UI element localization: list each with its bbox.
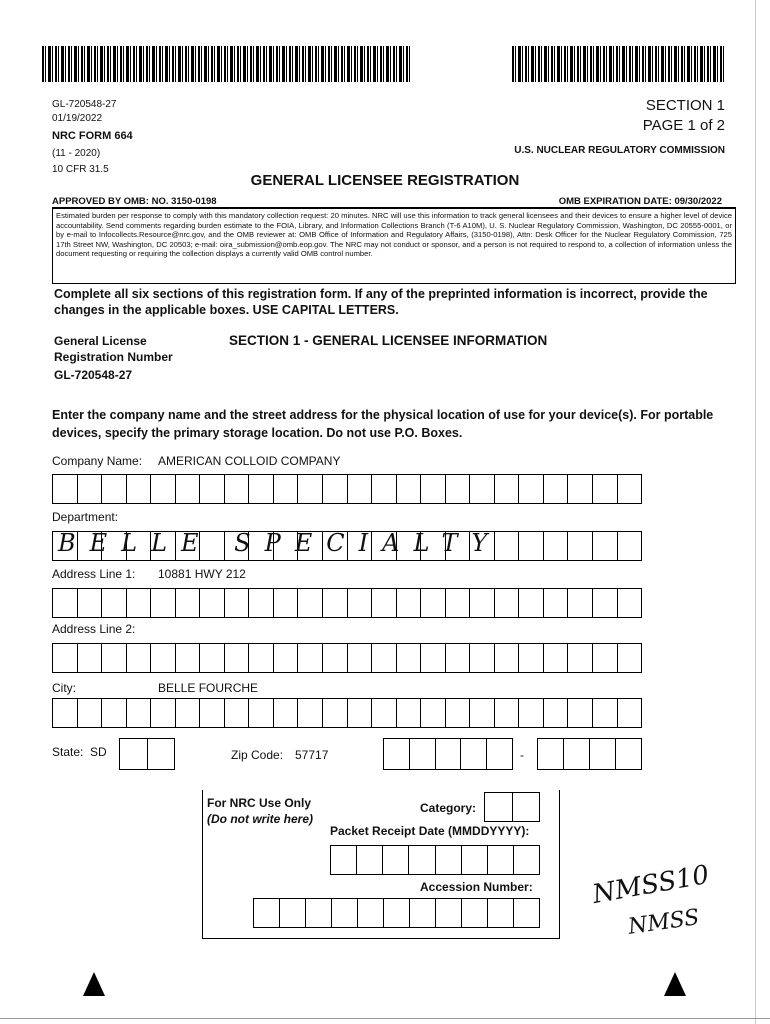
packet-label: Packet Receipt Date (MMDDYYYY): <box>330 824 530 838</box>
city-label: City: <box>52 681 76 695</box>
zip-dash: - <box>520 748 524 762</box>
nrc-use-title: For NRC Use Only <box>207 796 312 810</box>
omb-approval: APPROVED BY OMB: NO. 3150-0198 <box>52 196 217 207</box>
agency-name: U.S. NUCLEAR REGULATORY COMMISSION <box>514 145 725 156</box>
address2-boxes[interactable] <box>52 643 642 673</box>
accession-label: Accession Number: <box>420 880 533 894</box>
address-instructions: Enter the company name and the street address for the physical location of use for your device(s). For portable devices, specify the primary storage location. Do not use P.O. Boxes. <box>52 408 714 440</box>
cfr-reference: 10 CFR 31.5 <box>52 164 109 175</box>
registration-label: General License Registration Number <box>54 334 173 364</box>
zip-boxes[interactable] <box>383 738 513 770</box>
registration-number: GL-720548-27 <box>54 368 133 382</box>
omb-expiration: OMB EXPIRATION DATE: 09/30/2022 <box>558 196 722 207</box>
company-name-boxes[interactable] <box>52 474 642 504</box>
barcode-right <box>512 46 724 82</box>
zip-label: Zip Code: <box>231 748 284 762</box>
state-label: State: <box>52 745 84 759</box>
form-revision: (11 - 2020) <box>52 148 101 159</box>
state-value: SD <box>90 745 107 759</box>
category-label: Category: <box>420 801 477 815</box>
barcode-left <box>42 46 412 82</box>
department-label: Department: <box>52 510 119 524</box>
handwritten-note-1: NMSS10 <box>590 860 712 910</box>
burden-disclaimer: Estimated burden per response to comply with this mandatory collection request: 20 minutes. NRC will use this information to track general licensees and their devices to ensure a higher level of device accountability. Send comments regarding burden estimate to the FOIA, Library, and Information Collections Branch (T-6 A10M), U. S. Nuclear Regulatory Commission, Washington, DC 20555-0001, or by e-mail to Infocollects.Resource@nrc.gov, and the OMB reviewer at: OMB Office of Information and Regulatory Affairs, (3150-0198), Attn: Desk Officer for the Nuclear Regulatory Commission, 725 17th Street NW, Washington, DC 20503; e-mail: oira_submission@omb.eop.gov. The NRC may not conduct or sponsor, and a person is not required to respond to, a collection of information unless the document requesting or requiring the collection displays a currently valid OMB control number. <box>52 208 736 284</box>
zip-ext-boxes[interactable] <box>537 738 642 770</box>
triangle-marker-left-icon <box>83 972 105 996</box>
handwritten-note-2: NMSS <box>626 905 701 940</box>
address1-boxes[interactable] <box>52 588 642 618</box>
address1-value: 10881 HWY 212 <box>158 567 246 581</box>
page-edge-right <box>755 0 756 1024</box>
section-heading: SECTION 1 - GENERAL LICENSEE INFORMATION <box>229 333 548 348</box>
page-title: GENERAL LICENSEE REGISTRATION <box>250 172 520 189</box>
department-handwritten: BELLE SPECIALTY <box>58 529 502 557</box>
page-edge-bottom <box>0 1018 770 1019</box>
nrc-use-subtitle: (Do not write here) <box>207 812 314 826</box>
triangle-marker-right-icon <box>664 972 686 996</box>
city-value: BELLE FOURCHE <box>158 681 259 695</box>
address2-label: Address Line 2: <box>52 622 136 636</box>
accession-boxes[interactable] <box>253 898 540 928</box>
zip-value: 57717 <box>295 748 329 762</box>
form-id: GL-720548-27 <box>52 99 117 110</box>
state-boxes[interactable] <box>119 738 175 770</box>
city-boxes[interactable] <box>52 698 642 728</box>
packet-date-boxes[interactable] <box>330 845 540 875</box>
address1-label: Address Line 1: <box>52 567 136 581</box>
company-value: AMERICAN COLLOID COMPANY <box>158 454 341 468</box>
section-label: SECTION 1 <box>645 97 725 114</box>
form-date: 01/19/2022 <box>52 113 103 124</box>
instructions: Complete all six sections of this registration form. If any of the preprinted information is incorrect, provide the changes in the applicable boxes. USE CAPITAL LETTERS. <box>54 287 708 317</box>
category-boxes[interactable] <box>484 792 540 822</box>
page-label: PAGE 1 of 2 <box>642 117 725 134</box>
form-name: NRC FORM 664 <box>52 130 133 142</box>
company-label: Company Name: <box>52 454 143 468</box>
